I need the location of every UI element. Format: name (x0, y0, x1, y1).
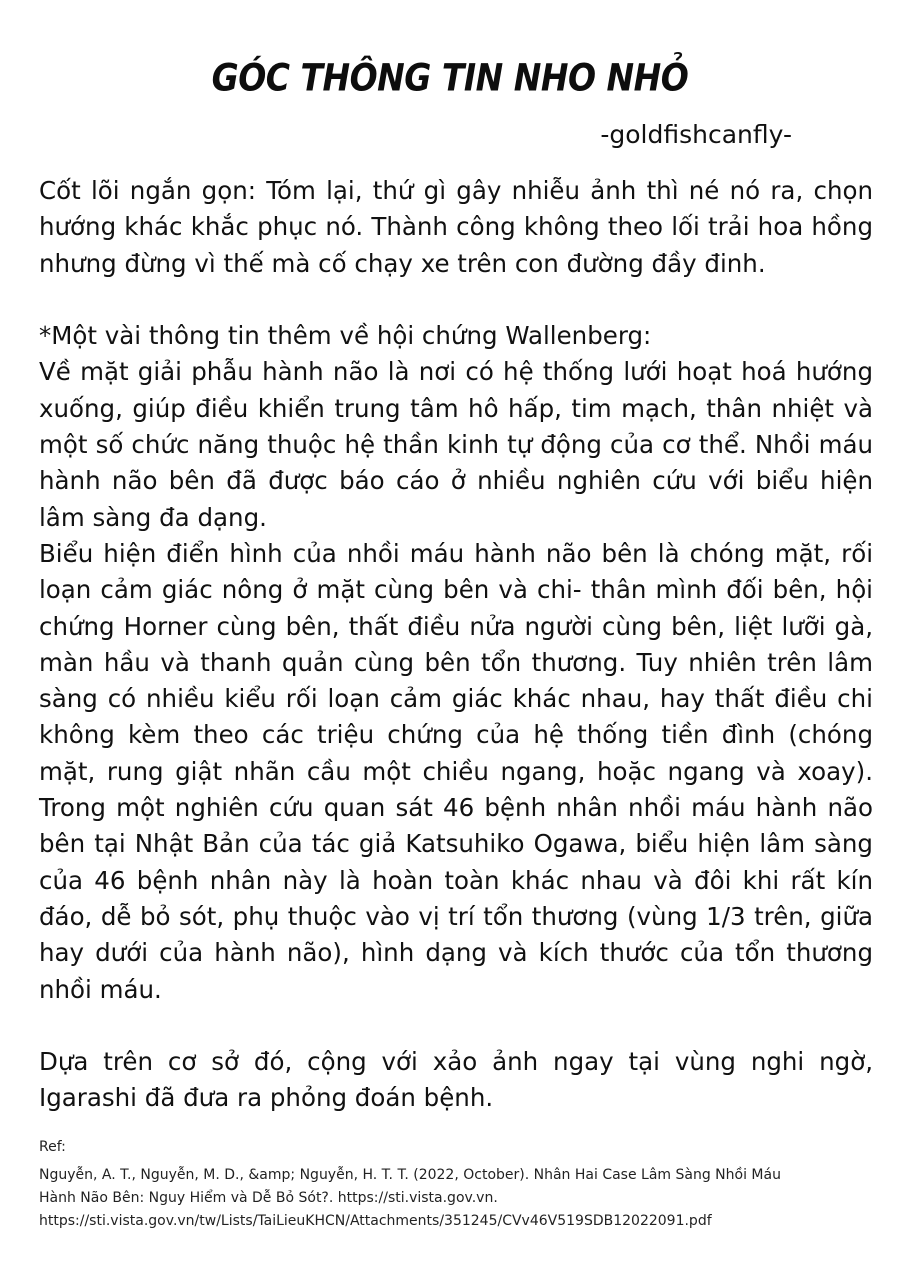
author-signature: -goldfishcanfly- (600, 120, 792, 149)
reference-line: Nguyễn, A. T., Nguyễn, M. D., &amp; Nguyễn, H. T. T. (2022, October). Nhân Hai Case Lâm Sàng Nhồi Máu (39, 1167, 781, 1183)
symptoms-paragraph: Biểu hiện điển hình của nhồi máu hành não bên là chóng mặt, rối loạn cảm giác nông ở mặt cùng bên và chi- thân mình đối bên, hội chứng Horner cùng bên, thất điều nửa người cùng bên, liệt lưỡi gà, màn hầu và thanh quản cùng bên tổn thương. Tuy nhiên trên lâm sàng có nhiều kiểu rối loạn cảm giác khác nhau, hay thất điều chi không kèm theo các triệu chứng của hệ thống tiền đình (chóng mặt, rung giật nhãn cầu một chiều ngang, hoặc ngang và xoay). Trong một nghiên cứu quan sát 46 bệnh nhân nhồi máu hành não bên tại Nhật Bản của tác giả Katsuhiko Ogawa, biểu hiện lâm sàng của 46 bệnh nhân này là hoàn toàn khác nhau và đôi khi rất kín đáo, dễ bỏ sót, phụ thuộc vào vị trí tổn thương (vùng 1/3 trên, giữa hay dưới của hành não), hình dạng và kích thước của tổn thương nhồi máu. (39, 538, 873, 1004)
references-section (39, 1136, 879, 1233)
conclusion-paragraph: Dựa trên cơ sở đó, cộng với xảo ảnh ngay tại vùng nghi ngờ, Igarashi đã đưa ra phỏng đoán bệnh. (39, 1047, 873, 1113)
section-intro: *Một vài thông tin thêm về hội chứng Wallenberg: (39, 321, 652, 351)
summary-paragraph: Cốt lõi ngắn gọn: Tóm lại, thứ gì gây nhiễu ảnh thì né nó ra, chọn hướng khác khắc phục nó. Thành công không theo lối trải hoa hồng nhưng đừng vì thế mà cố chạy xe trên con đường đầy đinh. (39, 176, 873, 278)
reference-link[interactable]: https://sti.vista.gov.vn/tw/Lists/TaiLieuKHCN/Attachments/351245/CVv46V519SDB12022091.pdf (39, 1213, 712, 1229)
paragraph-spacer (39, 1008, 873, 1044)
reference-line: Hành Não Bên: Nguy Hiểm và Dễ Bỏ Sót?. https://sti.vista.gov.vn. (39, 1190, 498, 1206)
page-title: GÓC THÔNG TIN NHO NHỎ (211, 55, 689, 100)
article-body (39, 173, 873, 1117)
anatomy-paragraph: Về mặt giải phẫu hành não là nơi có hệ thống lưới hoạt hoá hướng xuống, giúp điều khiển trung tâm hô hấp, tim mạch, thân nhiệt và một số chức năng thuộc hệ thần kinh tự động của cơ thể. Nhồi máu hành não bên đã được báo cáo ở nhiều nghiên cứu với biểu hiện lâm sàng đa dạng. (39, 357, 873, 532)
paragraph-spacer (39, 282, 873, 318)
references-label: Ref: (39, 1139, 66, 1155)
